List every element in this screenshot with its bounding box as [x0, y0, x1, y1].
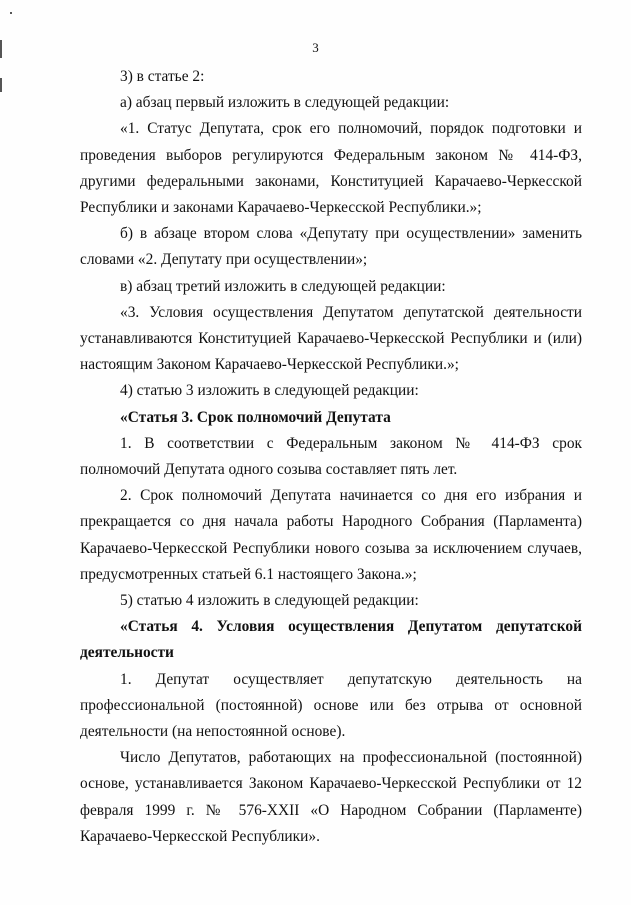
paragraph-item-3: 3) в статье 2:: [120, 68, 205, 85]
paragraph-item-4: 4) статью 3 изложить в следующей редакции:: [120, 382, 419, 400]
paragraph-subitem-b: б) в абзаце втором слова «Депутату при осуществлении» заменить словами «2. Депутату при осуществлении»;: [80, 225, 582, 269]
document-body: [80, 64, 582, 850]
article-3-part-1: 1. В соответствии с Федеральным законом № 414-ФЗ срок полномочий Депутата одного созыва составляет пять лет.: [80, 434, 582, 479]
scan-edge-mark: [10, 12, 12, 14]
page-number: 3: [312, 40, 319, 55]
article-4-heading: «Статья 4. Условия осуществления Депутатом депутатской деятельности: [80, 618, 582, 662]
scan-edge-mark: [0, 78, 2, 92]
paragraph-subitem-v: в) абзац третий изложить в следующей редакции:: [120, 277, 446, 295]
article-3-part-2: 2. Срок полномочий Депутата начинается со дня его избрания и прекращается со дня начала работы Народного Собрания (Парламента) Карачаево-Черкесской Республики нового созыва за исключением случаев, предусмотренных статьей 6.1 настоящего Закона.»;: [80, 487, 582, 583]
paragraph-quote-1: «1. Статус Депутата, срок его полномочий, порядок подготовки и проведения выборов регулируются Федеральным законом № 414-ФЗ, другими федеральными законами, Конституцией Карачаево-Черкесской Республики и законами Карачаево-Черкесской Республики.»;: [80, 120, 582, 217]
paragraph-subitem-a: а) абзац первый изложить в следующей редакции:: [120, 94, 450, 112]
paragraph-quote-3: «3. Условия осуществления Депутатом депутатской деятельности устанавливаются Конституцией Карачаево-Черкесской Республики и (или) настоящим Законом Карачаево-Черкесской Республики.»;: [80, 303, 582, 374]
paragraph-item-5: 5) статью 4 изложить в следующей редакции:: [120, 592, 419, 610]
article-4-part-1: 1. Депутат осуществляет депутатскую деятельность на профессиональной (постоянной) основе или без отрыва от основной деятельности (на непостоянной основе).: [80, 670, 582, 741]
article-3-heading: «Статья 3. Срок полномочий Депутата: [120, 408, 391, 426]
article-4-deputies-count: Число Депутатов, работающих на профессиональной (постоянной) основе, устанавливается Законом Карачаево-Черкесской Республики от 12 февраля 1999 г. № 576-XXII «О Народном Собрании (Парламенте) Карачаево-Черкесской Республики».: [80, 749, 582, 845]
